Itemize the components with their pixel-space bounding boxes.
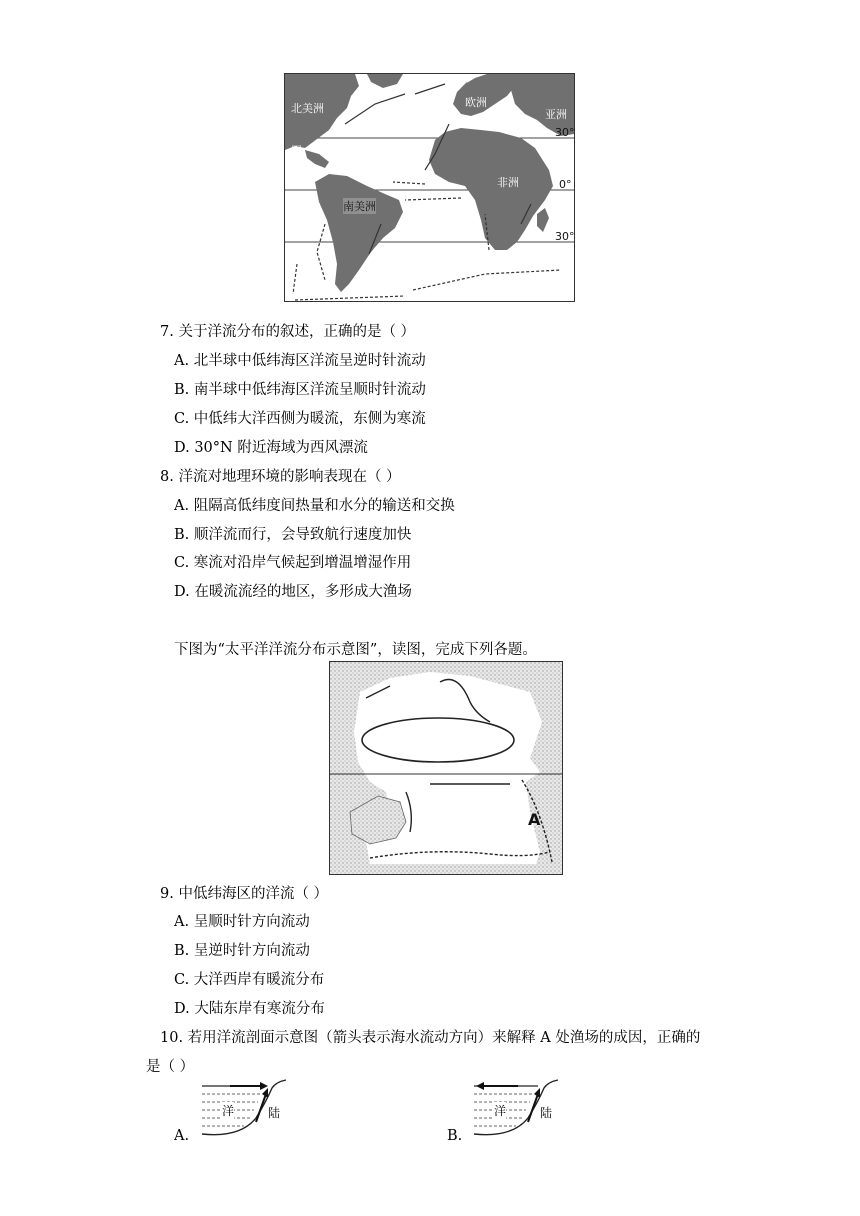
- question-9-option-b[interactable]: B. 呈逆时针方向流动: [174, 943, 310, 959]
- label-lat-0: 0°: [559, 178, 572, 191]
- section-intro: 下图为“太平洋洋流分布示意图”，读图，完成下列各题。: [174, 642, 537, 658]
- label-jia: 甲: [291, 144, 302, 157]
- pacific-map-drawing: [330, 662, 562, 874]
- sketch-b-ocean-label: 洋: [494, 1104, 507, 1118]
- label-a: A: [528, 810, 541, 829]
- atlantic-currents-map: [284, 73, 575, 302]
- sketch-a-land-label: 陆: [268, 1106, 281, 1120]
- question-7-stem: 7. 关于洋流分布的叙述，正确的是（ ）: [160, 324, 416, 340]
- pacific-currents-map: [329, 661, 563, 875]
- label-north-america: 北美洲: [291, 102, 324, 115]
- atlantic-map-drawing: [285, 74, 574, 301]
- sketch-b-land-label: 陆: [540, 1106, 553, 1120]
- question-9-option-a[interactable]: A. 呈顺时针方向流动: [174, 914, 310, 930]
- question-8-option-d[interactable]: D. 在暖流流经的地区，多形成大渔场: [174, 584, 412, 600]
- question-10-option-b-sketch[interactable]: [472, 1078, 562, 1140]
- question-10-option-a-sketch[interactable]: [200, 1078, 290, 1140]
- label-lat-30n: 30°: [555, 126, 575, 139]
- question-10-stem-line2: 是（ ）: [146, 1059, 195, 1075]
- question-7-option-b[interactable]: B. 南半球中低纬海区洋流呈顺时针流动: [174, 382, 426, 398]
- label-lat-30s: 30°: [555, 230, 575, 243]
- question-9-option-c[interactable]: C. 大洋西岸有暖流分布: [174, 972, 325, 988]
- question-8-option-c[interactable]: C. 寒流对沿岸气候起到增温增湿作用: [174, 555, 412, 571]
- question-7-option-c[interactable]: C. 中低纬大洋西侧为暖流，东侧为寒流: [174, 411, 426, 427]
- sketch-a-ocean-label: 洋: [222, 1104, 235, 1118]
- question-7-option-a[interactable]: A. 北半球中低纬海区洋流呈逆时针流动: [174, 353, 426, 369]
- question-10-stem-line1: 10. 若用洋流剖面示意图（箭头表示海水流动方向）来解释 A 处渔场的成因，正确的: [160, 1030, 701, 1046]
- question-10-option-b-label[interactable]: B.: [447, 1128, 463, 1144]
- question-8-option-a[interactable]: A. 阻隔高低纬度间热量和水分的输送和交换: [174, 498, 455, 514]
- question-8-option-b[interactable]: B. 顺洋流而行，会导致航行速度加快: [174, 527, 412, 543]
- question-7-option-d[interactable]: D. 30°N 附近海域为西风漂流: [174, 440, 368, 456]
- question-10-option-a-label[interactable]: A.: [174, 1128, 190, 1144]
- label-europe: 欧洲: [465, 96, 487, 109]
- label-africa: 非洲: [497, 176, 519, 189]
- question-9-stem: 9. 中低纬海区的洋流（ ）: [160, 886, 329, 902]
- question-8-stem: 8. 洋流对地理环境的影响表现在（ ）: [160, 469, 401, 485]
- label-south-america: 南美洲: [343, 200, 376, 213]
- label-asia: 亚洲: [545, 108, 567, 121]
- question-9-option-d[interactable]: D. 大陆东岸有寒流分布: [174, 1001, 325, 1017]
